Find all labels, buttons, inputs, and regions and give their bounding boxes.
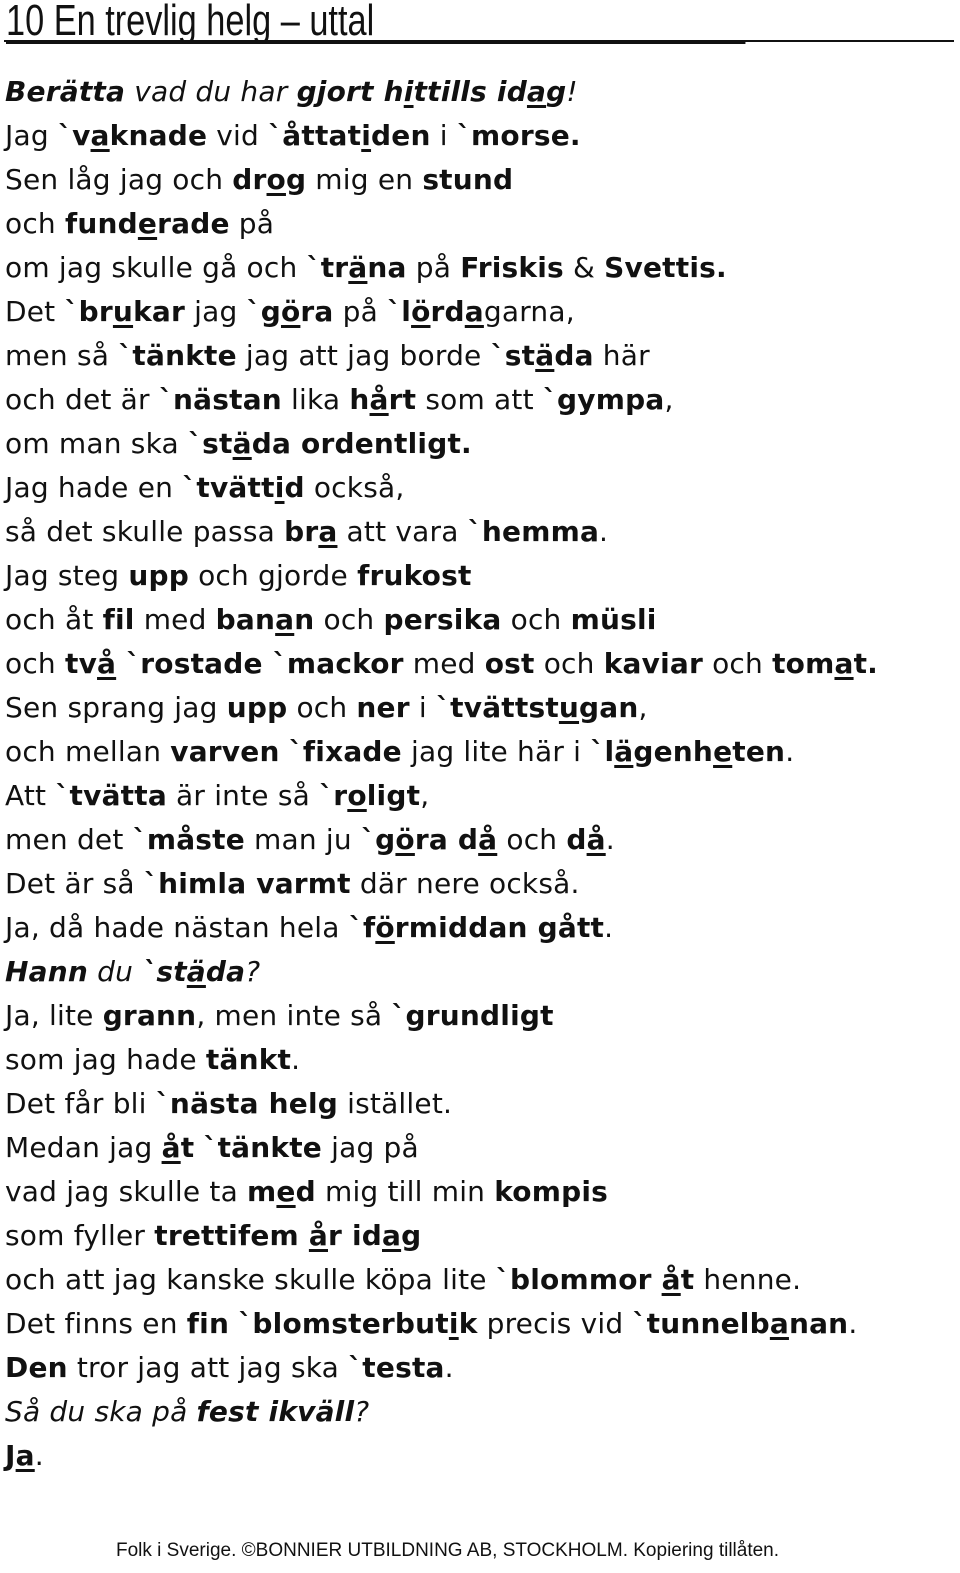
text-segment: frukost — [357, 559, 472, 592]
text-segment: nan — [788, 1307, 849, 1340]
text-segment: istället. — [338, 1087, 453, 1120]
text-segment: na — [367, 251, 407, 284]
text-segment: t. — [853, 647, 878, 680]
stressed-vowel: ö — [280, 295, 301, 328]
text-segment: och mellan — [5, 735, 171, 768]
text-segment: mig till min — [315, 1175, 495, 1208]
text-segment: `g — [360, 823, 396, 856]
text-segment: Berätta — [5, 75, 126, 108]
text-line — [5, 1258, 955, 1302]
text-line — [5, 378, 955, 422]
text-segment: . — [605, 823, 615, 856]
text-segment: Att — [5, 779, 56, 812]
text-line — [5, 730, 955, 774]
stressed-vowel: ä — [186, 955, 206, 988]
text-segment: jag på — [322, 1131, 419, 1164]
text-line — [5, 1038, 955, 1082]
text-segment: upp — [128, 559, 189, 592]
text-segment: precis vid — [477, 1307, 633, 1340]
text-line — [5, 642, 955, 686]
text-segment: ligt — [366, 779, 421, 812]
text-segment: och — [5, 207, 65, 240]
stressed-vowel: å — [478, 823, 498, 856]
text-segment: stund — [422, 163, 514, 196]
text-segment: & — [563, 251, 605, 284]
text-segment: h — [349, 383, 370, 416]
text-segment: på — [333, 295, 388, 328]
dialogue-text — [5, 70, 955, 1478]
stressed-vowel: e — [137, 207, 158, 240]
text-segment: fund — [64, 207, 138, 240]
text-segment: med — [134, 603, 216, 636]
text-line — [5, 422, 955, 466]
text-segment: på — [406, 251, 461, 284]
stressed-vowel: ö — [411, 295, 431, 328]
text-segment: kar — [133, 295, 185, 328]
text-segment: , — [638, 691, 648, 724]
stressed-vowel: ä — [535, 339, 555, 372]
text-segment — [229, 1307, 238, 1340]
text-segment: ! — [566, 75, 578, 108]
text-line — [5, 334, 955, 378]
text-segment: `gympa — [542, 383, 665, 416]
text-line — [5, 1214, 955, 1258]
text-segment: är inte så — [166, 779, 320, 812]
text-segment: . — [34, 1439, 44, 1472]
text-segment: d — [566, 823, 587, 856]
text-segment: Medan jag — [5, 1131, 162, 1164]
text-segment: `l — [387, 295, 412, 328]
text-segment: som fyller — [5, 1219, 155, 1252]
text-segment: Friskis — [460, 251, 564, 284]
title-underline — [4, 40, 954, 42]
text-segment: `tr — [306, 251, 349, 284]
page-title: 10 En trevlig helg – uttal — [6, 0, 745, 44]
text-segment: rmiddan gått — [394, 911, 605, 944]
stressed-vowel: e — [276, 1175, 296, 1208]
text-segment: att vara — [337, 515, 468, 548]
text-segment: ttills id — [413, 75, 527, 108]
text-line — [5, 1302, 955, 1346]
text-segment: , — [664, 383, 674, 416]
text-segment: gjort h — [296, 75, 404, 108]
text-segment: som jag hade — [5, 1043, 206, 1076]
text-segment: r id — [328, 1219, 382, 1252]
stressed-vowel: ä — [348, 251, 368, 284]
text-segment: varven — [170, 735, 280, 768]
text-segment: men så — [5, 339, 119, 372]
text-segment: grann — [102, 999, 197, 1032]
text-segment: `testa — [348, 1351, 445, 1384]
text-segment: ner — [356, 691, 410, 724]
text-segment: där nere också. — [350, 867, 580, 900]
text-segment: Det — [5, 295, 65, 328]
text-line — [5, 862, 955, 906]
text-line — [5, 774, 955, 818]
text-segment: Den — [5, 1351, 68, 1384]
stressed-vowel: a — [769, 1307, 789, 1340]
text-line — [5, 994, 955, 1038]
text-segment: här — [593, 339, 650, 372]
stressed-vowel: å — [97, 647, 117, 680]
text-segment: `blommor — [495, 1263, 662, 1296]
text-segment: Sen låg jag och — [5, 163, 233, 196]
text-segment: fest ikväll — [196, 1395, 355, 1428]
stressed-vowel: ö — [395, 823, 415, 856]
text-segment: `himla varmt — [143, 867, 351, 900]
text-line — [5, 950, 955, 994]
text-line — [5, 466, 955, 510]
text-segment: . — [785, 735, 795, 768]
text-segment: tom — [772, 647, 835, 680]
text-segment: J — [5, 1439, 16, 1472]
text-segment: `grundligt — [391, 999, 554, 1032]
stressed-vowel: å — [308, 1219, 328, 1252]
text-segment: i — [409, 691, 436, 724]
text-segment: och — [5, 647, 65, 680]
text-line — [5, 906, 955, 950]
text-segment: med — [403, 647, 485, 680]
text-segment: `tvätta — [55, 779, 167, 812]
text-line — [5, 202, 955, 246]
text-line — [5, 818, 955, 862]
footer-copyright: Folk i Sverige. ©BONNIER UTBILDNING AB, STOCKHOLM. Kopiering tillåten. — [116, 1540, 780, 1561]
text-segment: dr — [232, 163, 267, 196]
text-line — [5, 686, 955, 730]
stressed-vowel: a — [464, 295, 484, 328]
text-line — [5, 114, 955, 158]
stressed-vowel: ä — [614, 735, 634, 768]
text-segment: vid — [207, 119, 269, 152]
text-segment: tror jag att jag ska — [67, 1351, 349, 1384]
text-segment: och att jag kanske skulle köpa lite — [5, 1263, 496, 1296]
text-segment: ? — [245, 955, 261, 988]
text-segment: som att — [416, 383, 543, 416]
text-line — [5, 158, 955, 202]
text-segment: mig en — [306, 163, 423, 196]
stressed-vowel: i — [361, 119, 372, 152]
text-segment: da — [205, 955, 246, 988]
text-segment: `nästan — [158, 383, 282, 416]
text-segment: Det finns en — [5, 1307, 187, 1340]
text-segment: `rostade `mackor — [116, 647, 404, 680]
text-segment: om man ska — [5, 427, 188, 460]
text-segment: t — [680, 1263, 695, 1296]
text-segment: d — [284, 471, 305, 504]
text-segment: Det får bli — [5, 1087, 156, 1120]
text-segment: `tvätt — [182, 471, 275, 504]
text-segment: d — [295, 1175, 316, 1208]
text-segment: . — [599, 515, 609, 548]
text-segment: fil — [102, 603, 135, 636]
text-line — [5, 554, 955, 598]
text-segment: `åttat — [268, 119, 362, 152]
text-segment: Det är så — [5, 867, 144, 900]
text-segment: t — [180, 1131, 195, 1164]
text-segment: müsli — [570, 603, 657, 636]
text-line — [5, 1126, 955, 1170]
text-segment: rt — [388, 383, 417, 416]
stressed-vowel: ä — [232, 427, 252, 460]
text-segment: också, — [304, 471, 405, 504]
stressed-vowel: å — [661, 1263, 681, 1296]
text-line — [5, 1434, 955, 1478]
text-segment: g — [546, 75, 567, 108]
text-segment: kaviar — [603, 647, 703, 680]
stressed-vowel: a — [275, 603, 295, 636]
text-segment: och — [314, 603, 384, 636]
stressed-vowel: a — [834, 647, 854, 680]
text-segment: Sen sprang jag — [5, 691, 227, 724]
text-segment: `r — [319, 779, 348, 812]
stressed-vowel: o — [347, 779, 367, 812]
text-line — [5, 1390, 955, 1434]
text-segment: du — [88, 955, 143, 988]
text-segment: tv — [64, 647, 98, 680]
text-segment: Jag — [5, 119, 58, 152]
text-segment: `hemma — [467, 515, 600, 548]
stressed-vowel: å — [586, 823, 606, 856]
text-segment: man ju — [244, 823, 361, 856]
stressed-vowel: i — [448, 1307, 459, 1340]
text-segment: m — [247, 1175, 277, 1208]
text-segment: trettifem — [154, 1219, 309, 1252]
text-segment: och — [534, 647, 604, 680]
text-segment: och det är — [5, 383, 159, 416]
text-segment: br — [284, 515, 319, 548]
text-segment: knade — [109, 119, 208, 152]
stressed-vowel: a — [526, 75, 547, 108]
stressed-vowel: u — [558, 691, 580, 724]
text-line — [5, 1082, 955, 1126]
text-segment: Hann — [5, 955, 88, 988]
text-segment: rade — [157, 207, 230, 240]
text-segment: `måste — [132, 823, 245, 856]
text-line — [5, 1170, 955, 1214]
text-segment: n — [294, 603, 315, 636]
text-segment: , men inte så — [196, 999, 392, 1032]
stressed-vowel: a — [90, 119, 110, 152]
text-segment: . — [444, 1351, 454, 1384]
text-segment: och — [501, 603, 571, 636]
text-segment: . — [291, 1043, 301, 1076]
text-segment: da ordentligt. — [251, 427, 472, 460]
stressed-vowel: a — [318, 515, 338, 548]
text-segment: `morse. — [456, 119, 581, 152]
text-segment: `nästa helg — [155, 1087, 339, 1120]
text-segment: och — [702, 647, 773, 680]
text-segment: och gjorde — [188, 559, 358, 592]
text-segment: Svettis. — [604, 251, 727, 284]
text-segment: `blomsterbut — [238, 1307, 449, 1340]
text-segment: `st — [490, 339, 536, 372]
text-segment: . — [848, 1307, 858, 1340]
text-segment: k — [458, 1307, 478, 1340]
text-segment: gan — [579, 691, 639, 724]
stressed-vowel: a — [382, 1219, 402, 1252]
stressed-vowel: u — [112, 295, 134, 328]
text-segment: `tänkte — [118, 339, 237, 372]
text-segment: , — [420, 779, 430, 812]
text-segment: vad du har — [125, 75, 297, 108]
text-segment: Så du ska på — [5, 1395, 197, 1428]
text-segment: kompis — [494, 1175, 609, 1208]
text-segment — [280, 735, 289, 768]
text-segment: `g — [246, 295, 281, 328]
stressed-vowel: i — [274, 471, 285, 504]
text-segment: `st — [142, 955, 187, 988]
text-segment: om jag skulle gå och — [5, 251, 307, 284]
text-segment: ten — [732, 735, 786, 768]
stressed-vowel: å — [161, 1131, 181, 1164]
stressed-vowel: i — [403, 75, 414, 108]
text-segment: genh — [633, 735, 714, 768]
text-segment: den — [371, 119, 431, 152]
text-segment: jag att jag borde — [236, 339, 491, 372]
text-segment: `tänkte — [203, 1131, 322, 1164]
text-segment: Jag steg — [5, 559, 129, 592]
text-segment: ost — [484, 647, 535, 680]
text-segment: upp — [226, 691, 288, 724]
text-segment: så det skulle passa — [5, 515, 285, 548]
text-line — [5, 246, 955, 290]
text-segment: ban — [215, 603, 276, 636]
stressed-vowel: e — [713, 735, 733, 768]
text-segment: `br — [64, 295, 113, 328]
text-line — [5, 510, 955, 554]
stressed-vowel: a — [15, 1439, 35, 1472]
text-segment: och åt — [5, 603, 103, 636]
text-segment: `tvättst — [435, 691, 559, 724]
stressed-vowel: o — [266, 163, 286, 196]
text-segment: men det — [5, 823, 133, 856]
text-segment: Ja, då hade nästan hela — [5, 911, 349, 944]
text-segment: `l — [590, 735, 615, 768]
text-segment: jag lite här i — [401, 735, 591, 768]
text-segment: persika — [383, 603, 502, 636]
text-segment: ? — [354, 1395, 370, 1428]
text-segment: `st — [187, 427, 233, 460]
text-line — [5, 1346, 955, 1390]
text-segment: i — [430, 119, 457, 152]
text-segment: på — [229, 207, 275, 240]
text-segment: `fixade — [288, 735, 402, 768]
text-segment: `f — [348, 911, 376, 944]
text-segment: ra d — [414, 823, 479, 856]
text-segment: `v — [57, 119, 91, 152]
text-segment: garna — [483, 295, 566, 328]
text-line — [5, 290, 955, 334]
text-segment: g — [285, 163, 307, 196]
text-segment: Ja, lite — [5, 999, 103, 1032]
text-segment: tänkt — [205, 1043, 292, 1076]
stressed-vowel: ö — [375, 911, 395, 944]
text-segment: `tunnelb — [632, 1307, 770, 1340]
text-line — [5, 598, 955, 642]
text-segment: och — [497, 823, 567, 856]
text-segment: jag — [185, 295, 247, 328]
text-segment: , — [565, 295, 575, 328]
stressed-vowel: å — [369, 383, 389, 416]
text-segment: g — [401, 1219, 422, 1252]
text-segment: Jag hade en — [5, 471, 183, 504]
text-segment: vad jag skulle ta — [5, 1175, 248, 1208]
text-segment: rd — [430, 295, 465, 328]
text-segment: da — [554, 339, 594, 372]
text-segment: henne. — [694, 1263, 802, 1296]
text-segment: . — [604, 911, 614, 944]
text-segment: ra — [300, 295, 334, 328]
text-segment: fin — [186, 1307, 230, 1340]
text-segment: lika — [281, 383, 350, 416]
text-line — [5, 70, 955, 114]
text-segment: och — [287, 691, 357, 724]
